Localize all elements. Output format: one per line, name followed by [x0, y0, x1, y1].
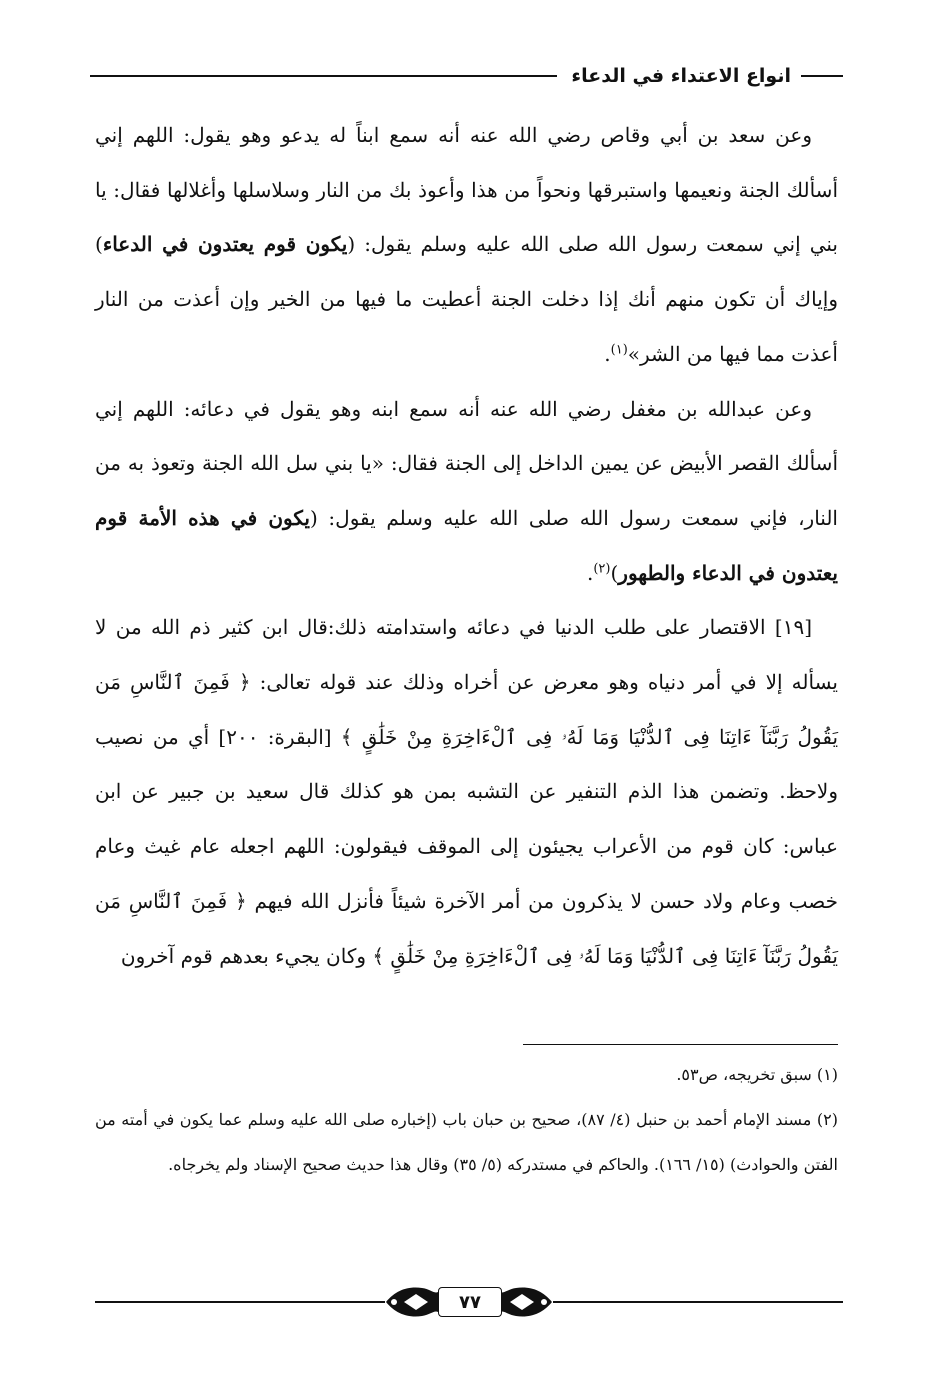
footnote-2: (٢) مسند الإمام أحمد بن حنبل (٤/ ٨٧)، صحيح بن حبان باب (إخباره صلى الله عليه وسلم عما يكون في أمته من الفتن والحوادث) (١٥/ ١٦٦). والحاكم في مستدركه (٥/ ٣٥) وقال هذا حديث صحيح الإسناد ولم يخرجاه. — [95, 1110, 838, 1174]
paragraph-1-text-end: ) وإياك أن تكون منهم أنك إذا دخلت الجنة أعطيت ما فيها من الخير وإن أعذت من النار أعذت مما فيها من الشر» — [95, 232, 838, 366]
paragraph-2-hadith: يكون في هذه الأمة قوم يعتدون في الدعاء والطهور — [95, 505, 838, 585]
footer-rule-right — [553, 1301, 843, 1303]
page-number: ٧٧ — [438, 1287, 502, 1317]
footnotes — [95, 1052, 838, 1187]
header-dash — [801, 75, 843, 77]
paragraph-2-text: وعن عبدالله بن مغفل رضي الله عنه أنه سمع ابنه وهو يقول في دعائه: اللهم إني أسألك القصر الأبيض عن يمين الداخل إلى الجنة فقال: «يا بني سل الله الجنة وتعوذ به من النار، فإني سمعت رسول الله صلى الله عليه وسلم يقول: ( — [95, 396, 838, 530]
paragraph-1-text: وعن سعد بن أبي وقاص رضي الله عنه أنه سمع ابناً له يدعو وهو يقول: اللهم إني أسألك الجنة ونعيمها واستبرقها ونحواً من هذا وأعوذ بك من النار وسلاسلها وأغلالها فقال: يا بني إني سمعت رسول الله صلى الله عليه وسلم يقول: ( — [95, 123, 838, 257]
paragraph-2 — [95, 382, 838, 601]
paragraph-3: [١٩] الاقتصار على طلب الدنيا في دعائه واستدامته ذلك:قال ابن كثير ذم الله من لا يسأله إلا في أمر دنياه وهو معرض عن أخراه وذلك عند قوله تعالى: ﴿ فَمِنَ ٱلنَّاسِ مَن يَقُولُ رَبَّنَآ ءَاتِنَا فِى ٱلدُّنْيَا وَمَا لَهُۥ فِى ٱلْءَاخِرَةِ مِنْ خَلَٰقٍ ﴾ [البقرة: ٢٠٠] أي من نصيب ولاحظ. وتضمن هذا الذم التنفير عن التشبه بمن هو كذلك قال سعيد بن جبير عن ابن عباس: كان قوم من الأعراب يجيئون إلى الموقف فيقولون: اللهم اجعله عام غيث وعام خصب وعام ولاد حسن لا يذكرون من أمر الآخرة شيئاً فأنزل الله فيهم ﴿ فَمِنَ ٱلنَّاسِ مَن يَقُولُ رَبَّنَآ ءَاتِنَا فِى ٱلدُّنْيَا وَمَا لَهُۥ فِى ٱلْءَاخِرَةِ مِنْ خَلَٰقٍ ﴾ وكان يجيء بعدهم قوم آخرون — [95, 615, 839, 968]
paragraph-1-hadith: يكون قوم يعتدون في الدعاء — [102, 232, 348, 257]
paragraph-2-period: . — [586, 560, 594, 585]
header-title: انواع الاعتداء في الدعاء — [571, 65, 791, 87]
footnote-separator — [523, 1044, 838, 1045]
footnote-ref-1[interactable]: (١) — [610, 342, 628, 358]
paragraph-1 — [95, 108, 838, 382]
header-rule — [90, 75, 557, 77]
paragraph-2-text-end: ) — [610, 560, 619, 585]
footer-rule-left — [95, 1301, 385, 1303]
main-text — [95, 108, 838, 983]
footnote-ref-2[interactable]: (٢) — [593, 560, 611, 576]
paragraph-1-period: . — [604, 341, 611, 366]
running-header — [90, 58, 843, 94]
footnote-1: (١) سبق تخريجه، ص٥٣. — [676, 1065, 838, 1084]
